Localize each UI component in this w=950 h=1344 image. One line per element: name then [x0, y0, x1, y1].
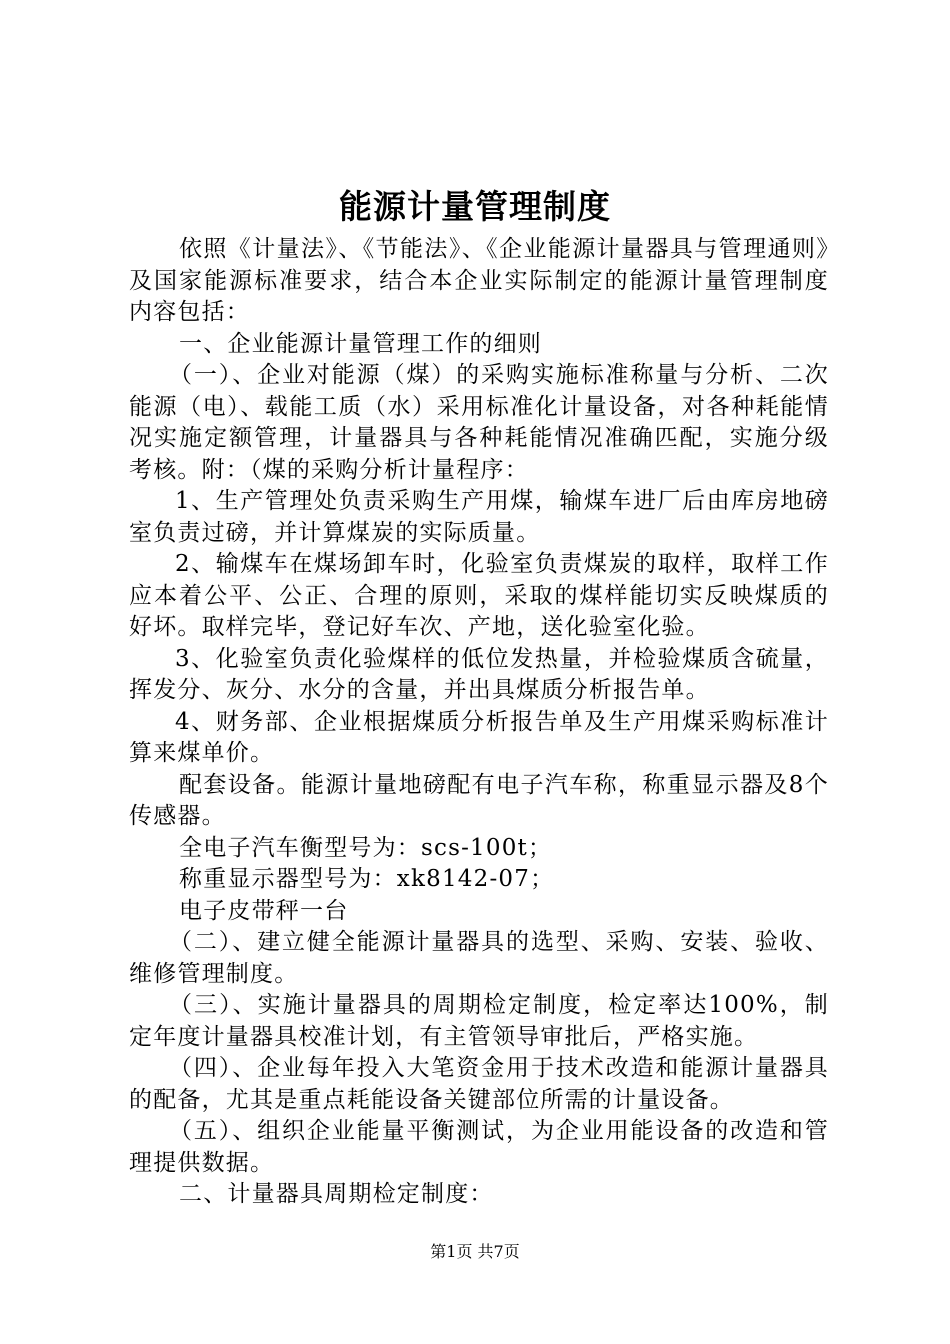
subsection-4: （四）、企业每年投入大笔资金用于技术改造和能源计量器具的配备，尤其是重点耗能设备关键部位所需的计量设备。 [129, 1055, 829, 1113]
section-heading-2: 二、计量器具周期检定制度： [179, 1181, 494, 1207]
intro-paragraph: 依照《计量法》、《节能法》、《企业能源计量器具与管理通则》及国家能源标准要求，结合本企业实际制定的能源计量管理制度内容包括： [129, 236, 829, 325]
section-heading-1: 一、企业能源计量管理工作的细则 [179, 330, 542, 357]
subsection-1: （一）、企业对能源（煤）的采购实施标准称量与分析、二次能源（电）、载能工质（水）采用标准化计量设备，对各种耗能情况实施定额管理，计量器具与各种耗能情况准确匹配，实施分级考核。附：（煤的采购分析计量程序： [129, 362, 829, 483]
document-body [129, 234, 829, 1211]
equipment-belt-scale: 电子皮带秤一台 [179, 897, 349, 924]
procedure-step-4: 4、财务部、企业根据煤质分析报告单及生产用煤采购标准计算来煤单价。 [129, 708, 829, 766]
equipment-display: 称重显示器型号为：xk8142-07； [179, 866, 555, 892]
procedure-step-1: 1、生产管理处负责采购生产用煤，输煤车进厂后由库房地磅室负责过磅，并计算煤炭的实际质量。 [129, 488, 829, 546]
equipment-paragraph: 配套设备。能源计量地磅配有电子汽车称，称重显示器及8个传感器。 [129, 771, 829, 829]
page-number-footer: 第1页 共7页 [430, 1242, 520, 1261]
subsection-2: （二）、建立健全能源计量器具的选型、采购、安装、验收、维修管理制度。 [129, 929, 829, 987]
subsection-5: （五）、组织企业能量平衡测试，为企业用能设备的改造和管理提供数据。 [129, 1118, 829, 1176]
document-title: 能源计量管理制度 [339, 187, 611, 226]
procedure-step-2: 2、输煤车在煤场卸车时，化验室负责煤炭的取样，取样工作应本着公平、公正、合理的原则，采取的煤样能切实反映煤质的好坏。取样完毕，登记好车次、产地，送化验室化验。 [129, 551, 829, 640]
procedure-step-3: 3、化验室负责化验煤样的低位发热量，并检验煤质含硫量，挥发分、灰分、水分的含量，并出具煤质分析报告单。 [129, 645, 829, 703]
equipment-truck-scale: 全电子汽车衡型号为：scs-100t； [179, 834, 553, 861]
subsection-3: （三）、实施计量器具的周期检定制度，检定率达100%，制定年度计量器具校准计划，有主管领导审批后，严格实施。 [129, 992, 829, 1050]
